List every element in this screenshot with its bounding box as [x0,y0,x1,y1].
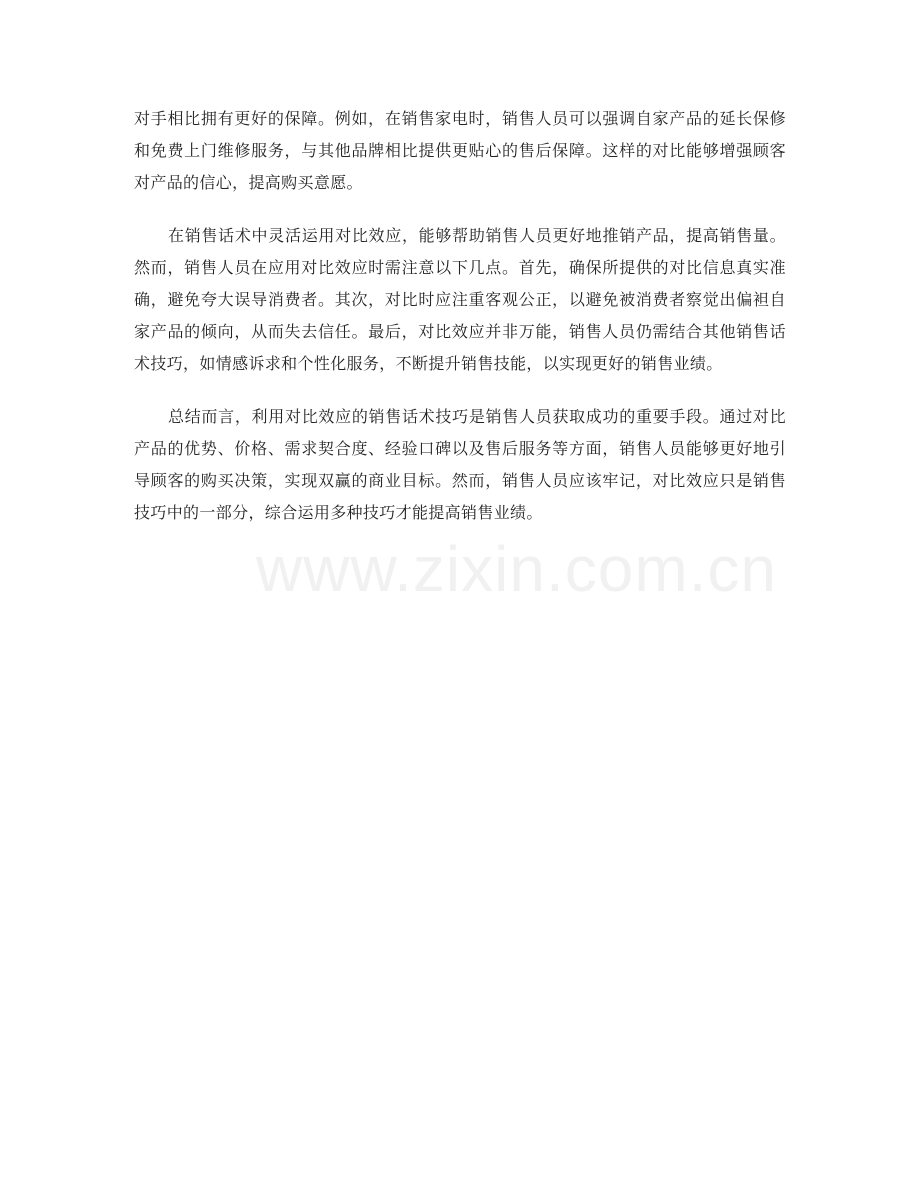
paragraph-summary: 总结而言，利用对比效应的销售话术技巧是销售人员获取成功的重要手段。通过对比产品的优势、价格、需求契合度、经验口碑以及售后服务等方面，销售人员能够更好地引导顾客的购买决策，实现双赢的商业目标。然而，销售人员应该牢记，对比效应只是销售技巧中的一部分，综合运用多种技巧才能提高销售业绩。 [134,407,786,522]
watermark: www.zixin.com.cn [256,533,777,605]
document-body [134,103,786,550]
paragraph-continuation: 对手相比拥有更好的保障。例如，在销售家电时，销售人员可以强调自家产品的延长保修和免费上门维修服务，与其他品牌相比提供更贴心的售后保障。这样的对比能够增强顾客对产品的信心，提高购买意愿。 [134,109,786,192]
paragraph-contrast-effect-usage: 在销售话术中灵活运用对比效应，能够帮助销售人员更好地推销产品，提高销售量。然而，销售人员在应用对比效应时需注意以下几点。首先，确保所提供的对比信息真实准确，避免夸大误导消费者。其次，对比时应注重客观公正，以避免被消费者察觉出偏袒自家产品的倾向，从而失去信任。最后，对比效应并非万能，销售人员仍需结合其他销售话术技巧，如情感诉求和个性化服务，不断提升销售技能，以实现更好的销售业绩。 [134,226,786,373]
